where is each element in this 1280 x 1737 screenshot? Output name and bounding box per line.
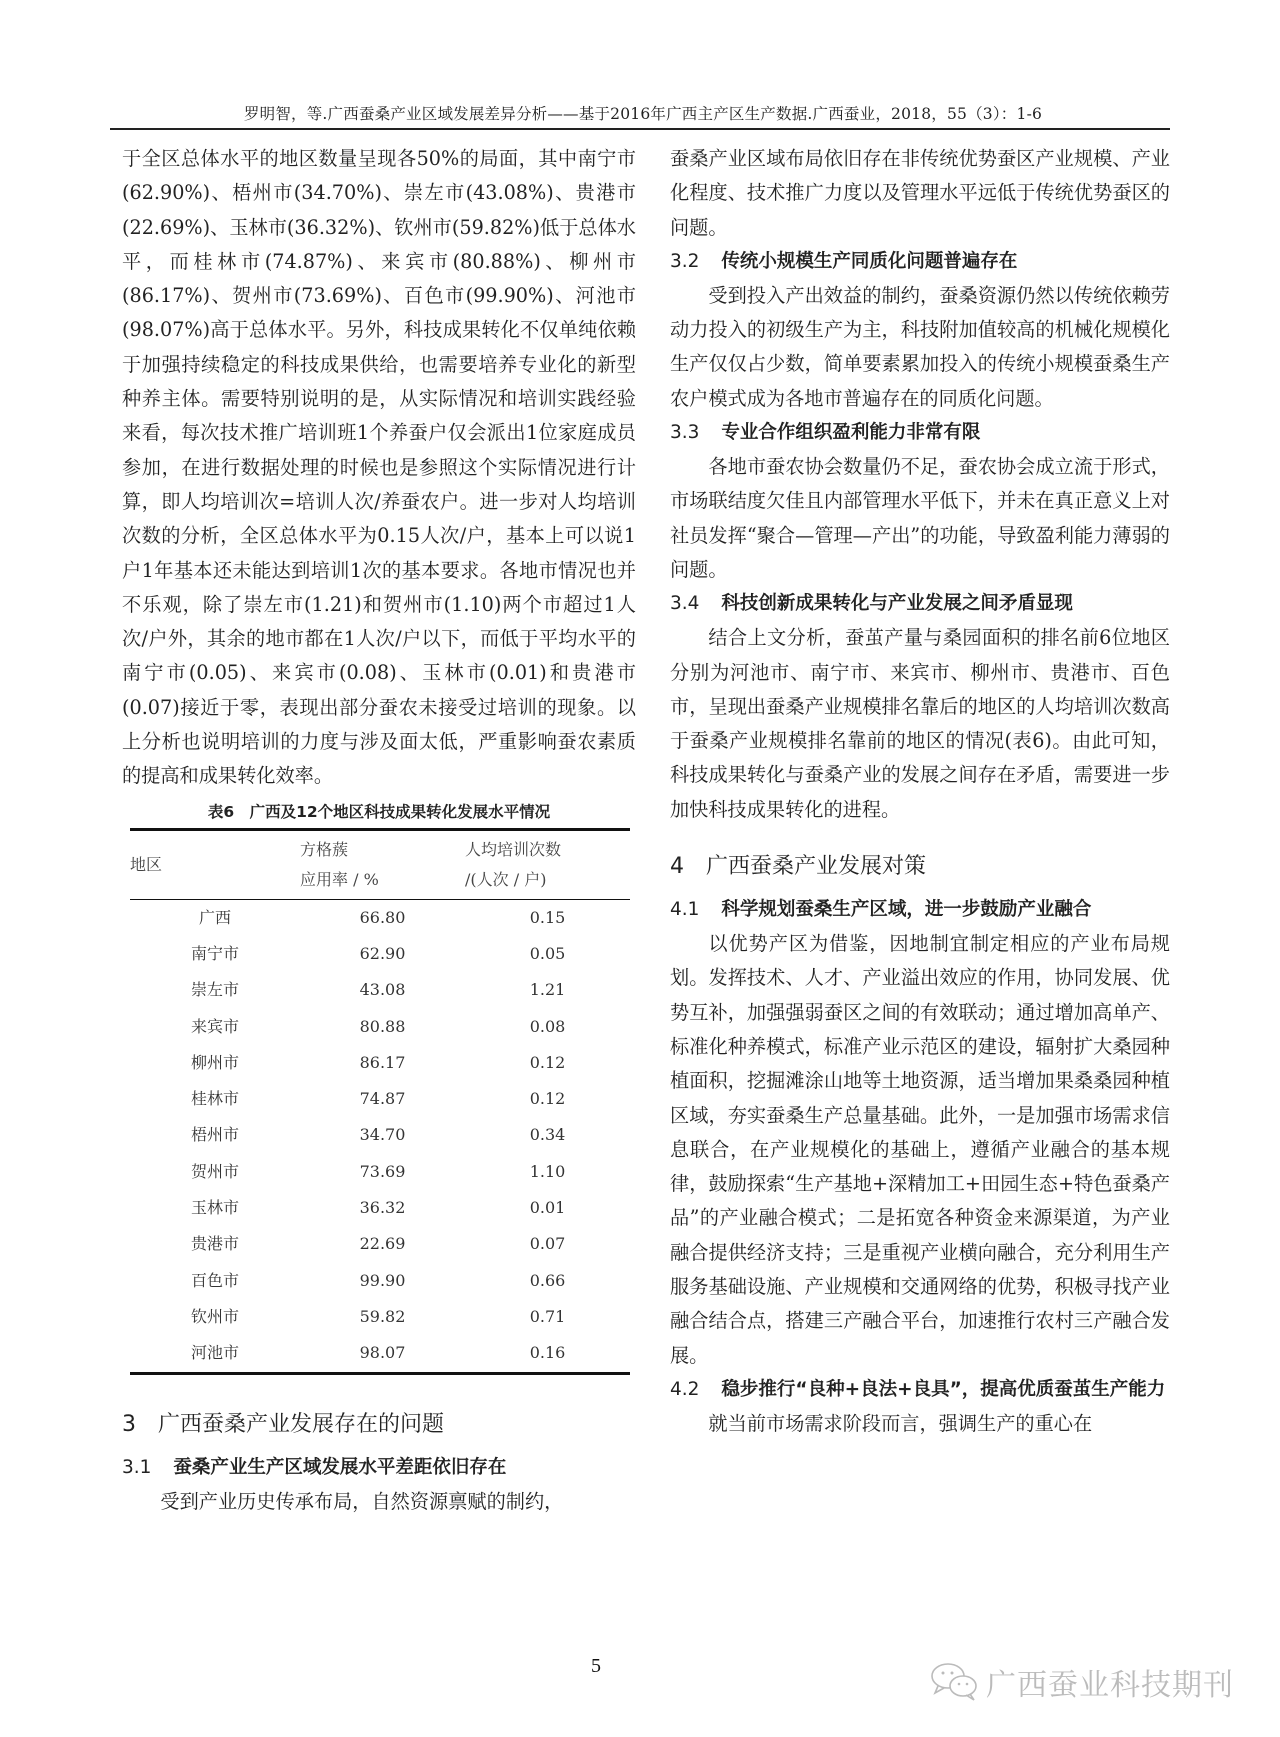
cell-rate: 80.88 (359, 1016, 406, 1036)
cell-training: 0.12 (529, 1089, 566, 1109)
left-column (122, 142, 636, 1519)
cell-training: 0.66 (529, 1270, 566, 1290)
section-number: 4.2 (670, 1378, 700, 1400)
wechat-icon (930, 1661, 980, 1703)
section-number: 4 (670, 854, 684, 880)
table-body (130, 899, 630, 1373)
section-3-4-heading (670, 587, 1170, 621)
section-number: 3.4 (670, 593, 700, 615)
cell-region: 钦州市 (190, 1306, 239, 1326)
section-title: 广西蚕桑产业发展对策 (706, 854, 927, 880)
section-4-1-heading (670, 893, 1170, 927)
cell-training: 0.12 (529, 1052, 566, 1072)
cell-region: 梧州市 (190, 1125, 239, 1145)
cell-rate: 86.17 (359, 1052, 406, 1072)
header-region: 地区 (130, 854, 163, 874)
cell-rate: 36.32 (359, 1198, 406, 1218)
cell-rate: 74.87 (359, 1089, 406, 1109)
header-rate-line1: 方格蔟 (300, 839, 349, 859)
header-rate (300, 829, 465, 899)
cell-training: 0.34 (529, 1125, 566, 1145)
page-number: 5 (591, 1655, 601, 1677)
body-paragraph: 就当前市场需求阶段而言，强调生产的重心在 (708, 1411, 1093, 1435)
section-title: 稳步推行“良种+良法+良具”，提高优质蚕茧生产能力 (721, 1378, 1166, 1400)
section-3-1-heading (122, 1451, 636, 1485)
section-title: 专业合作组织盈利能力非常有限 (721, 422, 981, 444)
section-title: 传统小规模生产同质化问题普遍存在 (721, 250, 1018, 272)
running-header-citation: 罗明智，等.广西蚕桑产业区域发展差异分析——基于2016年广西主产区生产数据.广西蚕业，2018，55（3）：1-6 (243, 105, 1043, 123)
section-number: 3.3 (670, 422, 700, 444)
section-title: 蚕桑产业生产区域发展水平差距依旧存在 (173, 1456, 507, 1478)
cell-training: 0.05 (529, 943, 566, 963)
section-title: 广西蚕桑产业发展存在的问题 (158, 1411, 445, 1437)
table-header-row (130, 829, 630, 899)
body-paragraph: 以优势产区为借鉴，因地制宜制定相应的产业布局规划。发挥技术、人才、产业溢出效应的作用，协同发展、优势互补，加强强弱蚕区之间的有效联动；通过增加高单产、标准化种养模式，标准产业示范区的建设，辐射扩大桑园种植面积，挖掘滩涂山地等土地资源，适当增加果桑桑园种植区域，夯实蚕桑生产总量基础。此外，一是加强市场需求信息联合，在产业规模化的基础上，遵循产业融合的基本规律，鼓励探索“生产基地+深精加工+田园生态+特色蚕桑产品”的产业融合模式；二是拓宽各种资金来源渠道，为产业融合提供经济支持；三是重视产业横向融合，充分利用生产服务基础设施、产业规模和交通网络的优势，积极寻找产业融合结合点，搭建三产融合平台，加速推行农村三产融合发展。 (670, 932, 1170, 1367)
cell-training: 0.01 (529, 1198, 566, 1218)
cell-training: 0.07 (529, 1234, 566, 1254)
cell-rate: 43.08 (359, 980, 406, 1000)
header-rate-line2: 应用率 / % (300, 869, 379, 889)
cell-region: 南宁市 (190, 943, 239, 963)
cell-region: 桂林市 (190, 1089, 239, 1109)
table-row (130, 1335, 630, 1373)
cell-rate: 62.90 (359, 943, 406, 963)
table-row (130, 936, 630, 972)
body-paragraph: 受到投入产出效益的制约，蚕桑资源仍然以传统依赖劳动力投入的初级生产为主，科技附加值较高的机械化规模化生产仅仅占少数，简单要素累加投入的传统小规模蚕桑生产农户模式成为各地市普遍存在的同质化问题。 (670, 283, 1170, 410)
header-rule (110, 128, 1170, 130)
cell-rate: 98.07 (359, 1343, 406, 1363)
table-row (130, 1009, 630, 1045)
table-row (130, 1299, 630, 1335)
cell-region: 百色市 (190, 1270, 239, 1290)
table-row (130, 1263, 630, 1299)
table-row (130, 1081, 630, 1117)
body-paragraph: 于全区总体水平的地区数量呈现各50%的局面，其中南宁市(62.90%)、梧州市(34.70%)、崇左市(43.08%)、贵港市(22.69%)、玉林市(36.32%)、钦州市(59.82%)低于总体水平，而桂林市(74.87%)、来宾市(80.88%)、柳州市(86.17%)、贺州市(73.69%)、百色市(99.90%)、河池市(98.07%)高于总体水平。另外，科技成果转化不仅单纯依赖于加强持续稳定的科技成果供给，也需要培养专业化的新型种养主体。需要特别说明的是，从实际情况和培训实践经验来看，每次技术推广培训班1个养蚕户仅会派出1位家庭成员参加，在进行数据处理的时候也是参照这个实际情况进行计算，即人均培训次=培训人次/养蚕农户。进一步对人均培训次数的分析，全区总体水平为0.15人次/户，基本上可以说1户1年基本还未能达到培训1次的基本要求。各地市情况也并不乐观，除了崇左市(1.21)和贺州市(1.10)两个市超过1人次/户外，其余的地市都在1人次/户以下，而低于平均水平的南宁市(0.05)、来宾市(0.08)、玉林市(0.01)和贵港市(0.07)接近于零，表现出部分蚕农未接受过培训的现象。以上分析也说明培训的力度与涉及面太低，严重影响蚕农素质的提高和成果转化效率。 (122, 147, 636, 788)
header-training-line2: /(人次 / 户) (465, 869, 547, 889)
watermark-text: 广西蚕业科技期刊 (986, 1668, 1234, 1703)
section-title: 科学规划蚕桑生产区域，进一步鼓励产业融合 (721, 899, 1092, 921)
section-number: 3 (122, 1411, 136, 1437)
cell-rate: 34.70 (359, 1125, 406, 1145)
body-paragraph: 结合上文分析，蚕茧产量与桑园面积的排名前6位地区分别为河池市、南宁市、来宾市、柳州市、贵港市、百色市，呈现出蚕桑产业规模排名靠后的地区的人均培训次数高于蚕桑产业规模排名靠前的地区的情况(表6)。由此可知，科技成果转化与蚕桑产业的发展之间存在矛盾，需要进一步加快科技成果转化的进程。 (670, 626, 1170, 821)
section-3-3-heading (670, 416, 1170, 450)
section-4-heading (670, 847, 1170, 887)
header-training-line1: 人均培训次数 (465, 839, 562, 859)
table-row (130, 1154, 630, 1190)
cell-training: 1.21 (529, 980, 566, 1000)
cell-region: 玉林市 (190, 1198, 239, 1218)
data-table (130, 828, 630, 1375)
section-3-2-heading (670, 245, 1170, 279)
section-number: 4.1 (670, 899, 700, 921)
section-3-heading (122, 1405, 636, 1445)
section-title: 科技创新成果转化与产业发展之间矛盾显现 (721, 593, 1073, 615)
table-row (130, 972, 630, 1008)
cell-rate: 22.69 (359, 1234, 406, 1254)
cell-region: 来宾市 (190, 1016, 239, 1036)
cell-region: 崇左市 (190, 980, 239, 1000)
cell-training: 0.08 (529, 1016, 566, 1036)
cell-rate: 73.69 (359, 1161, 406, 1181)
section-number: 3.2 (670, 250, 700, 272)
body-paragraph: 蚕桑产业区域布局依旧存在非传统优势蚕区产业规模、产业化程度、技术推广力度以及管理水平远低于传统优势蚕区的问题。 (670, 147, 1170, 239)
cell-training: 1.10 (529, 1161, 566, 1181)
cell-region: 贵港市 (190, 1234, 239, 1254)
table-row (130, 899, 630, 936)
cell-region: 柳州市 (190, 1052, 239, 1072)
cell-region: 贺州市 (190, 1161, 239, 1181)
cell-training: 0.71 (529, 1306, 566, 1326)
right-column (670, 142, 1170, 1441)
table-row (130, 1190, 630, 1226)
header-training (465, 829, 630, 899)
cell-training: 0.16 (529, 1343, 566, 1363)
body-paragraph: 受到产业历史传承布局，自然资源禀赋的制约， (160, 1489, 564, 1513)
body-paragraph: 各地市蚕农协会数量仍不足，蚕农协会成立流于形式，市场联结度欠佳且内部管理水平低下，并未在真正意义上对社员发挥“聚合—管理—产出”的功能，导致盈利能力薄弱的问题。 (670, 455, 1170, 581)
table-row (130, 1117, 630, 1153)
section-number: 3.1 (122, 1456, 152, 1478)
table-row (130, 1045, 630, 1081)
cell-training: 0.15 (529, 907, 566, 927)
section-4-2-heading (670, 1373, 1170, 1407)
cell-region: 广西 (198, 907, 231, 927)
watermark (930, 1660, 1234, 1704)
cell-region: 河池市 (190, 1343, 239, 1363)
table-row (130, 1226, 630, 1262)
table-caption: 表6 广西及12个地区科技成果转化发展水平情况 (207, 802, 551, 821)
cell-rate: 59.82 (359, 1306, 406, 1326)
cell-rate: 66.80 (359, 907, 406, 927)
cell-rate: 99.90 (359, 1270, 406, 1290)
